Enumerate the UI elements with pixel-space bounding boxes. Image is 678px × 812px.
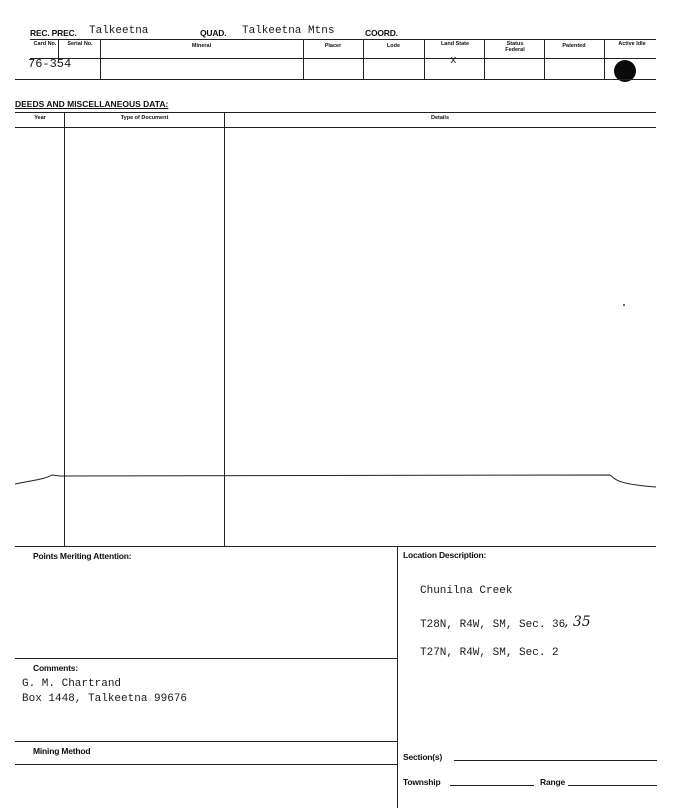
sections-blank bbox=[454, 760, 657, 761]
stray-dot bbox=[623, 304, 625, 306]
township-label: Township bbox=[403, 777, 441, 787]
header bbox=[0, 0, 678, 40]
range-blank bbox=[568, 785, 657, 786]
location-place: Chunilna Creek bbox=[420, 585, 513, 597]
township-blank bbox=[450, 785, 534, 786]
page-fold-line bbox=[0, 470, 678, 494]
quad-value: Talkeetna Mtns bbox=[242, 25, 335, 37]
location-line-1: T28N, R4W, SM, Sec. 36 bbox=[420, 619, 566, 631]
claim-table bbox=[30, 40, 656, 80]
deeds-header-line bbox=[15, 127, 656, 128]
col-active-idle: Active Idle bbox=[618, 41, 646, 47]
comments-label: Comments: bbox=[33, 663, 78, 673]
coord-label: COORD. bbox=[365, 28, 398, 38]
rec-prec-label: REC. PREC. bbox=[30, 28, 77, 38]
lower-top-line bbox=[15, 546, 656, 547]
col-land-state: Land State bbox=[440, 41, 470, 47]
col-lode: Lode bbox=[386, 43, 401, 49]
deeds-top-line bbox=[15, 112, 656, 113]
comments-line-2: Box 1448, Talkeetna 99676 bbox=[22, 693, 188, 705]
points-label: Points Meriting Attention: bbox=[33, 551, 132, 561]
rec-prec-value: Talkeetna bbox=[89, 25, 149, 37]
mining-top-line bbox=[15, 741, 397, 742]
lower-center-divider bbox=[397, 546, 398, 808]
col-type-of-document: Type of Document bbox=[120, 115, 169, 121]
col-serial-no: Serial No. bbox=[67, 41, 93, 47]
sections-label: Section(s) bbox=[403, 752, 443, 762]
mining-label: Mining Method bbox=[33, 746, 91, 756]
mining-bottom-line bbox=[15, 764, 397, 765]
claim-header-divider bbox=[30, 58, 656, 59]
quad-label: QUAD. bbox=[200, 28, 227, 38]
card-no-value: 76-354 bbox=[28, 57, 72, 71]
land-state-mark: x bbox=[450, 55, 457, 67]
claim-row-bottom bbox=[15, 79, 656, 80]
col-status-federal: Status Federal bbox=[505, 41, 525, 53]
col-placer: Placer bbox=[324, 43, 342, 49]
comments-line-1: G. M. Chartrand bbox=[22, 678, 122, 690]
col-patented: Patented bbox=[562, 43, 586, 49]
col-mineral: Mineral bbox=[191, 43, 212, 49]
location-label: Location Description: bbox=[403, 550, 487, 560]
comments-top-line bbox=[15, 658, 397, 659]
col-details: Details bbox=[430, 115, 450, 121]
location-line-2: T27N, R4W, SM, Sec. 2 bbox=[420, 647, 559, 659]
col-card-no: Card No. bbox=[33, 41, 57, 47]
col-year: Year bbox=[34, 115, 46, 121]
deeds-section-title: DEEDS AND MISCELLANEOUS DATA: bbox=[15, 99, 169, 109]
range-label: Range bbox=[540, 777, 565, 787]
location-handwritten-35: , 35 bbox=[564, 614, 591, 630]
